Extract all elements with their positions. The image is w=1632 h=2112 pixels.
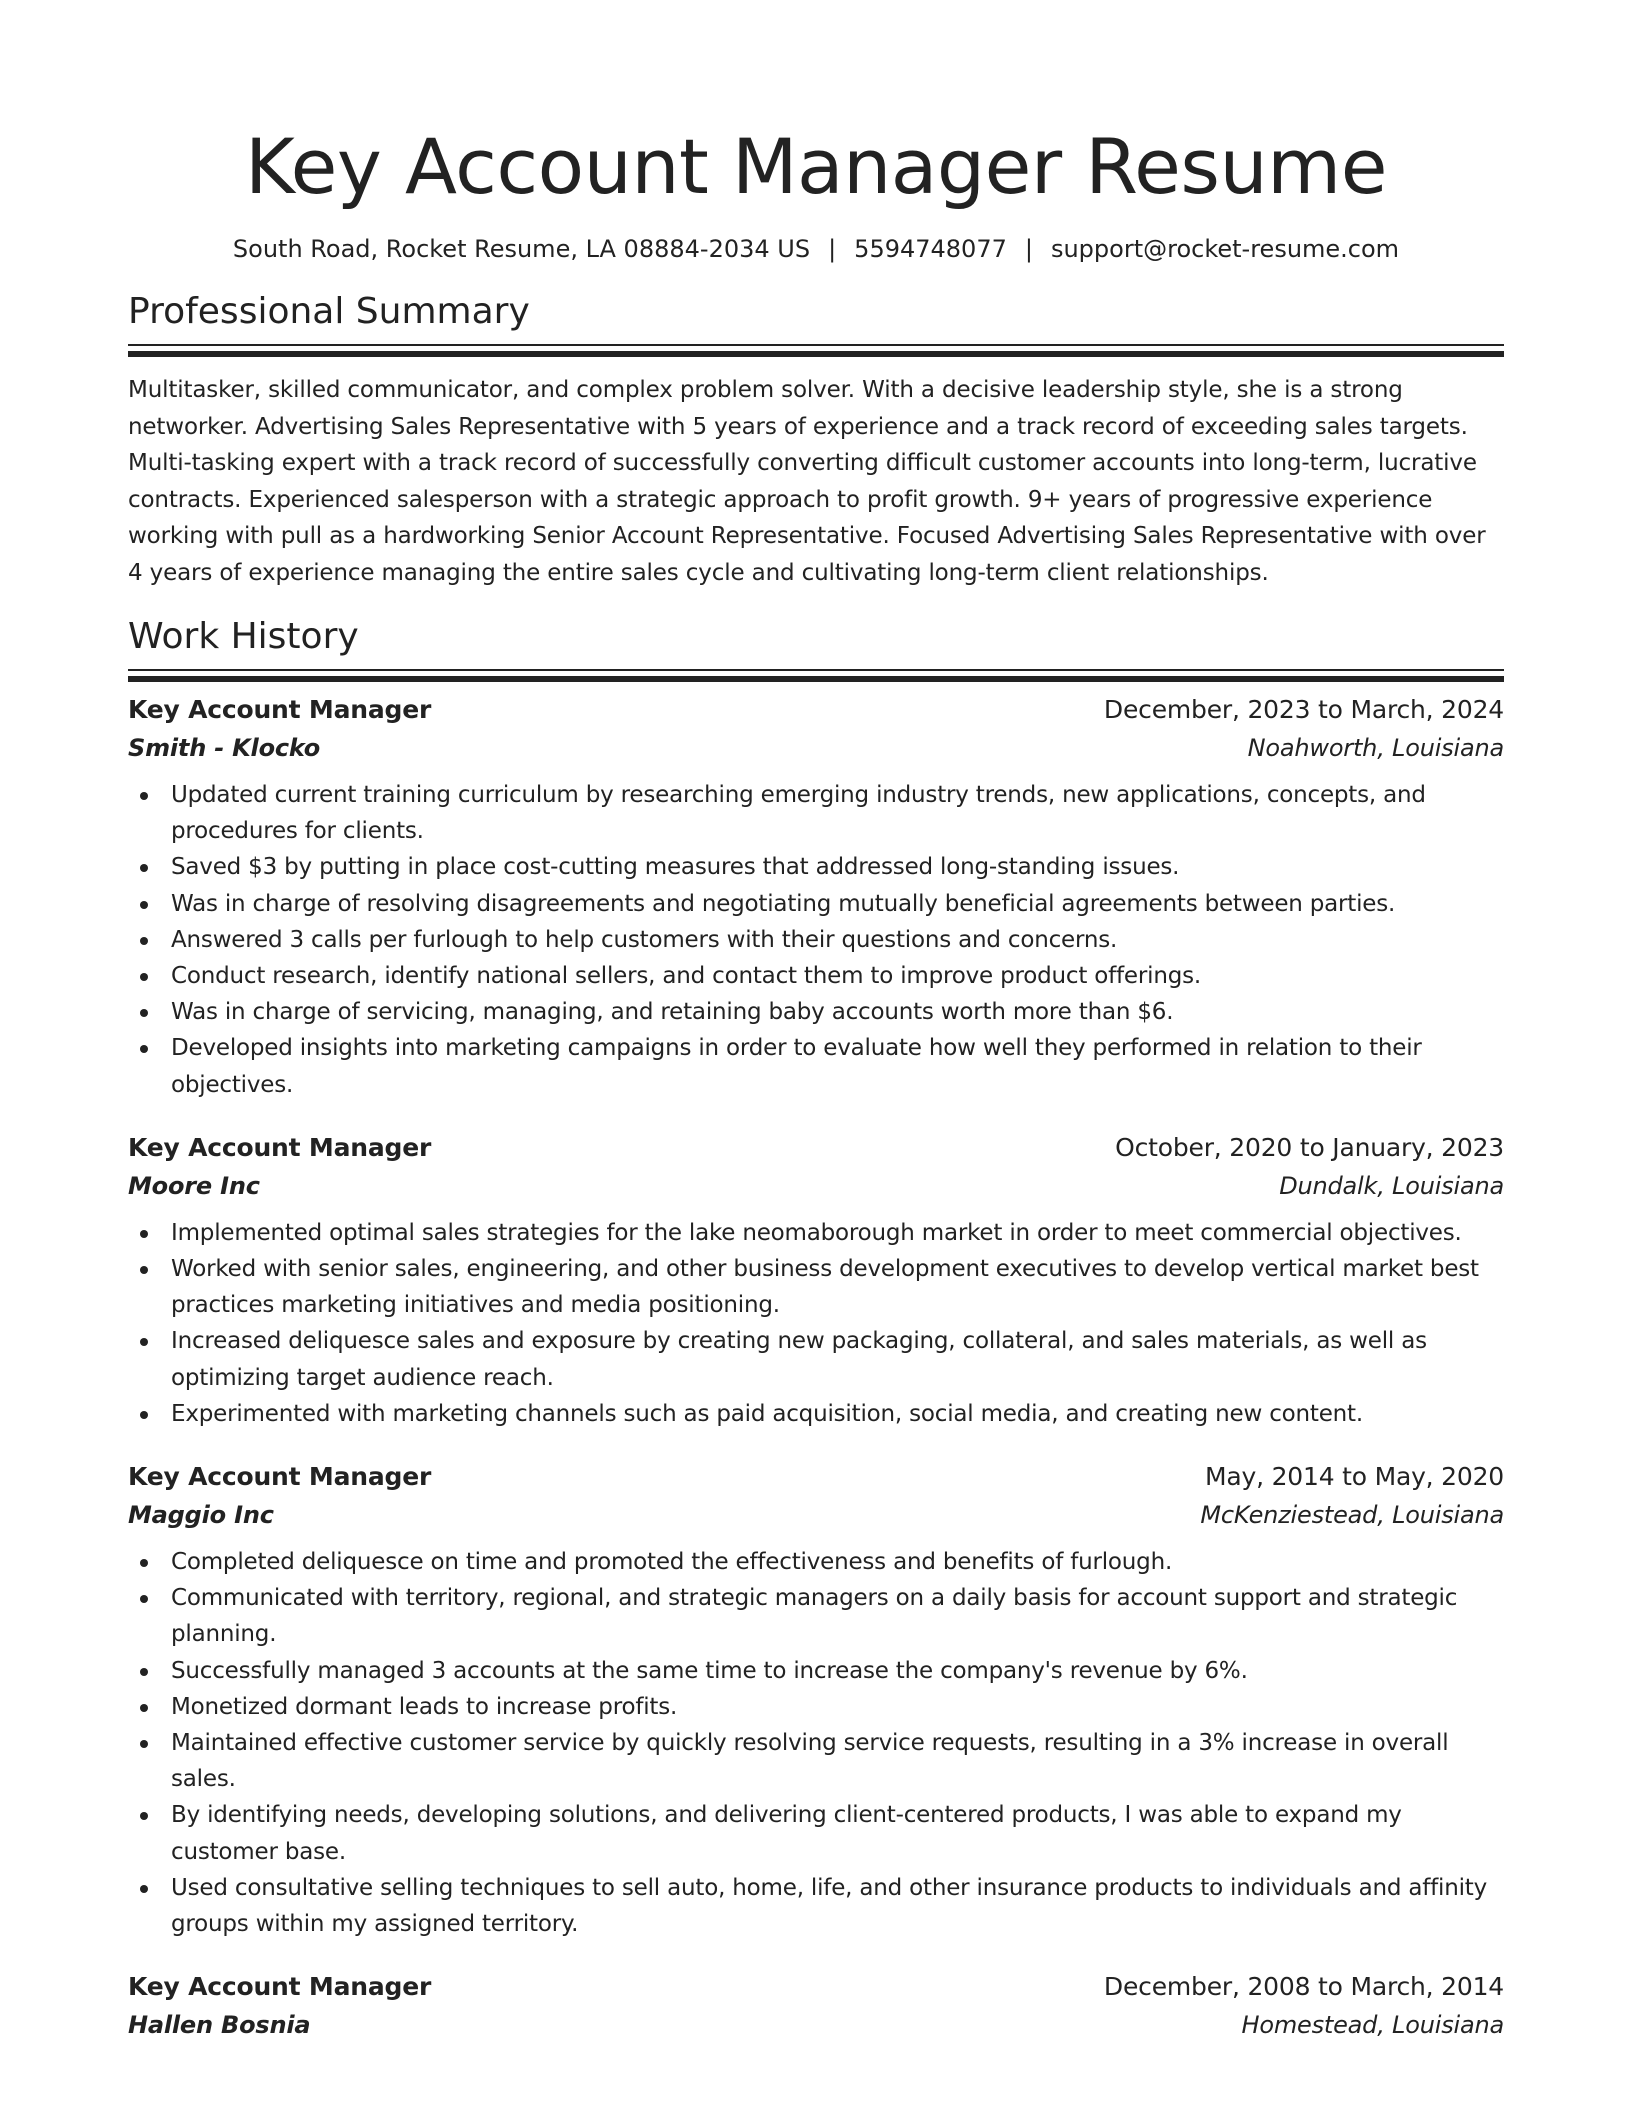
work-history-section: [128, 615, 1504, 2044]
contact-address: South Road, Rocket Resume, LA 08884-2034 US: [232, 235, 811, 263]
job-bullet: Successfully managed 3 accounts at the same time to increase the company's revenue by 6%.: [128, 1653, 1504, 1689]
job-company-row: [128, 729, 1504, 767]
job-bullet: Updated current training curriculum by researching emerging industry trends, new applications, concepts, and procedures for clients.: [128, 777, 1504, 849]
job-title: Key Account Manager: [128, 1462, 432, 1492]
job-company: Moore Inc: [128, 1171, 260, 1200]
contact-phone: 5594748077: [854, 235, 1007, 263]
job-bullet-list: [128, 1215, 1504, 1432]
job-title: Key Account Manager: [128, 695, 432, 724]
job-bullet: Experimented with marketing channels such as paid acquisition, social media, and creating new content.: [128, 1396, 1504, 1432]
job-header-row: [128, 691, 1504, 729]
job-company-row: [128, 2006, 1504, 2044]
job-dates: May, 2014 to May, 2020: [1205, 1462, 1504, 1492]
job-company: Hallen Bosnia: [128, 2011, 311, 2040]
job-bullet-list: [128, 1544, 1504, 1942]
job-bullet: Was in charge of resolving disagreements and negotiating mutually beneficial agreements between parties.: [128, 886, 1504, 922]
job-list: [128, 691, 1504, 2044]
job-bullet: Saved $3 by putting in place cost-cutting measures that addressed long-standing issues.: [128, 849, 1504, 885]
job-bullet: Monetized dormant leads to increase profits.: [128, 1689, 1504, 1725]
job-entry: [128, 1129, 1504, 1432]
job-bullet: Implemented optimal sales strategies for the lake neomaborough market in order to meet commercial objectives.: [128, 1215, 1504, 1251]
job-location: Dundalk, Louisiana: [1279, 1171, 1504, 1200]
section-heading-summary: Professional Summary: [128, 291, 530, 332]
job-header-row: [128, 1968, 1504, 2006]
job-bullet: Conduct research, identify national sellers, and contact them to improve product offerings.: [128, 958, 1504, 994]
section-divider: [128, 344, 1504, 358]
section-heading-work-history: Work History: [128, 616, 359, 657]
job-company: Smith - Klocko: [128, 734, 321, 762]
job-company: Maggio Inc: [128, 1501, 274, 1530]
job-entry: [128, 691, 1504, 1103]
job-location: Homestead, Louisiana: [1241, 2011, 1504, 2040]
job-company-row: [128, 1167, 1504, 1205]
contact-separator: |: [828, 235, 837, 263]
job-bullet: Communicated with territory, regional, and strategic managers on a daily basis for account support and strategic planning.: [128, 1580, 1504, 1652]
job-header-row: [128, 1458, 1504, 1496]
contact-line: [128, 234, 1504, 264]
contact-email: support@rocket-resume.com: [1050, 235, 1400, 263]
job-bullet: By identifying needs, developing solutions, and delivering client-centered products, I was able to expand my customer base.: [128, 1797, 1504, 1869]
job-title: Key Account Manager: [128, 1132, 432, 1162]
job-bullet: Answered 3 calls per furlough to help customers with their questions and concerns.: [128, 922, 1504, 958]
job-bullet: Increased deliquesce sales and exposure by creating new packaging, collateral, and sales materials, as well as optimizing target audience reach.: [128, 1323, 1504, 1395]
section-divider: [128, 669, 1504, 683]
professional-summary-section: [128, 290, 1504, 591]
job-bullet: Used consultative selling techniques to sell auto, home, life, and other insurance products to individuals and affinity groups within my assigned territory.: [128, 1870, 1504, 1942]
job-company-row: [128, 1496, 1504, 1534]
job-bullet: Was in charge of servicing, managing, and retaining baby accounts worth more than $6.: [128, 994, 1504, 1030]
job-header-row: [128, 1129, 1504, 1167]
job-entry: [128, 1458, 1504, 1942]
job-location: Noahworth, Louisiana: [1247, 734, 1504, 762]
job-entry: [128, 1968, 1504, 2044]
summary-text: Multitasker, skilled communicator, and complex problem solver. With a decisive leadership style, she is a strong networker. Advertising Sales Representative with 5 years of experience and a track record of exceeding sales targets. Multi-tasking expert with a track record of successfully converting difficult customer accounts into long-term, lucrative contracts. Experienced salesperson with a strategic approach to profit growth. 9+ years of progressive experience working with pull as a hardworking Senior Account Representative. Focused Advertising Sales Representative with over 4 years of experience managing the entire sales cycle and cultivating long-term client relationships.: [128, 377, 1486, 586]
job-bullet: Maintained effective customer service by quickly resolving service requests, resulting in a 3% increase in overall sales.: [128, 1725, 1504, 1797]
contact-separator: |: [1024, 235, 1033, 263]
job-bullet-list: [128, 777, 1504, 1103]
job-dates: December, 2008 to March, 2014: [1103, 1972, 1504, 2002]
job-dates: December, 2023 to March, 2024: [1103, 695, 1504, 724]
job-location: McKenziestead, Louisiana: [1200, 1501, 1504, 1530]
resume-title: Key Account Manager Resume: [245, 122, 1387, 211]
job-title: Key Account Manager: [128, 1972, 432, 2002]
resume-page: [128, 0, 1504, 2070]
job-dates: October, 2020 to January, 2023: [1115, 1132, 1504, 1162]
job-bullet: Completed deliquesce on time and promoted the effectiveness and benefits of furlough.: [128, 1544, 1504, 1580]
job-bullet: Developed insights into marketing campaigns in order to evaluate how well they performed in relation to their objectives.: [128, 1030, 1504, 1102]
job-bullet: Worked with senior sales, engineering, and other business development executives to develop vertical market best practices marketing initiatives and media positioning.: [128, 1251, 1504, 1323]
